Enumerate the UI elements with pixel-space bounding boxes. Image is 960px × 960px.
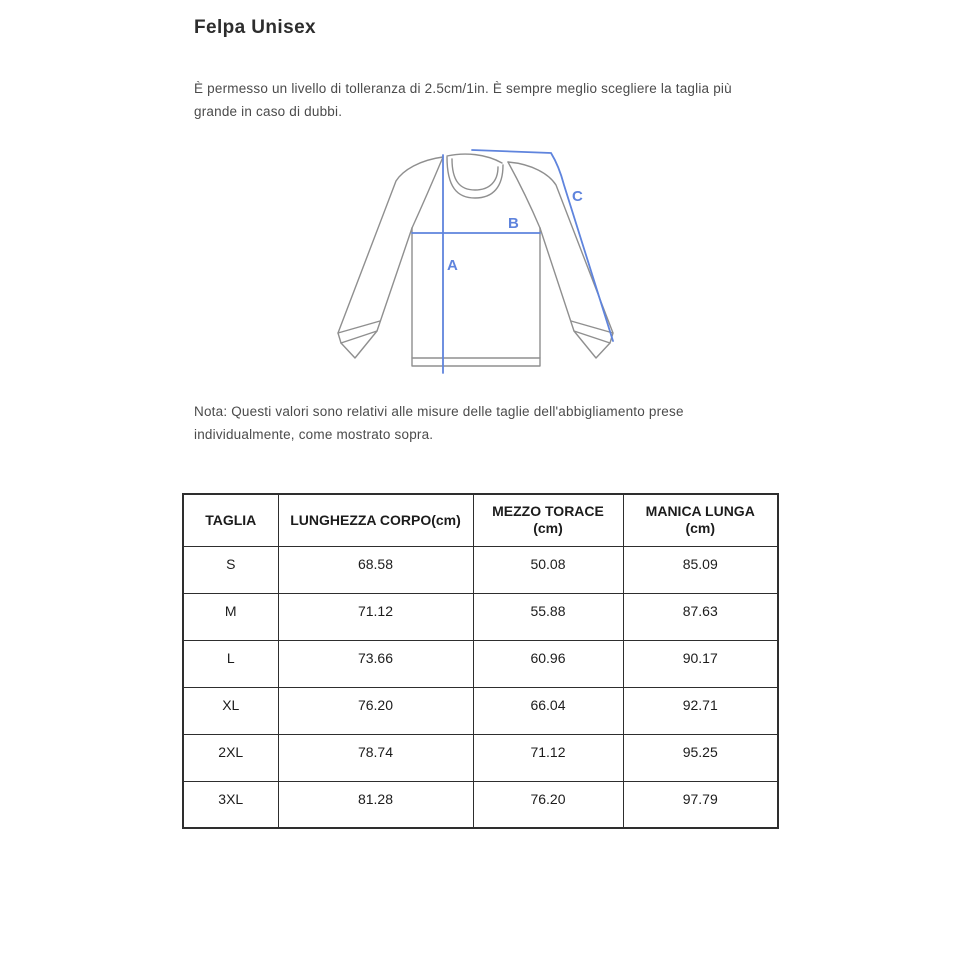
torso-outline	[412, 228, 540, 366]
header-title: LUNGHEZZA CORPO(cm)	[290, 511, 461, 528]
header-title: MANICA LUNGA	[645, 503, 755, 520]
garment-outline	[338, 154, 613, 366]
size-cell: 2XL	[183, 734, 278, 781]
measure-label-c: C	[572, 188, 583, 205]
size-table-header	[183, 494, 778, 546]
header-lunghezza-corpo	[278, 494, 473, 546]
header-row	[183, 494, 778, 546]
size-cell: XL	[183, 687, 278, 734]
size-cell: S	[183, 546, 278, 593]
body-length-cell: 78.74	[278, 734, 473, 781]
collar-inner-arc	[452, 159, 498, 190]
size-table	[182, 493, 779, 829]
page-title: Felpa Unisex	[194, 17, 317, 38]
sleeve-length-cell: 92.71	[623, 687, 778, 734]
left-armhole-seam	[412, 157, 443, 228]
measurement-lines	[412, 150, 613, 373]
measure-label-b: B	[508, 215, 519, 232]
body-length-cell: 68.58	[278, 546, 473, 593]
tolerance-description: È permesso un livello di tolleranza di 2.5cm/1in. È sempre meglio scegliere la taglia più grande in caso di dubbi.	[194, 81, 732, 119]
body-length-cell: 81.28	[278, 781, 473, 828]
half-chest-cell: 60.96	[473, 640, 623, 687]
size-cell: 3XL	[183, 781, 278, 828]
table-row-s	[183, 546, 778, 593]
half-chest-cell: 76.20	[473, 781, 623, 828]
table-row-2xl	[183, 734, 778, 781]
size-cell: L	[183, 640, 278, 687]
sleeve-length-cell: 97.79	[623, 781, 778, 828]
header-title: TAGLIA	[205, 511, 257, 528]
sweatshirt-diagram-svg	[330, 140, 630, 388]
half-chest-cell: 71.12	[473, 734, 623, 781]
size-cell: M	[183, 593, 278, 640]
header-mezzo-torace	[473, 494, 623, 546]
half-chest-cell: 66.04	[473, 687, 623, 734]
measure-line-c	[472, 150, 613, 341]
table-row-l	[183, 640, 778, 687]
body-length-cell: 71.12	[278, 593, 473, 640]
half-chest-cell: 55.88	[473, 593, 623, 640]
collar-back-line	[447, 154, 502, 163]
half-chest-cell: 50.08	[473, 546, 623, 593]
body-length-cell: 73.66	[278, 640, 473, 687]
header-taglia	[183, 494, 278, 546]
sweatshirt-measurement-diagram	[330, 140, 630, 388]
sleeve-length-cell: 90.17	[623, 640, 778, 687]
header-unit: (cm)	[533, 520, 563, 537]
body-length-cell: 76.20	[278, 687, 473, 734]
measure-label-a: A	[447, 257, 458, 274]
sleeve-length-cell: 87.63	[623, 593, 778, 640]
header-title: MEZZO TORACE	[492, 503, 604, 520]
table-row-xl	[183, 687, 778, 734]
header-manica-lunga	[623, 494, 778, 546]
left-cuff-line	[338, 321, 380, 333]
size-table-body	[183, 546, 778, 828]
sleeve-length-cell: 95.25	[623, 734, 778, 781]
header-unit: (cm)	[685, 520, 716, 537]
table-row-m	[183, 593, 778, 640]
measurement-note: Nota: Questi valori sono relativi alle misure delle taglie dell'abbigliamento prese individualmente, come mostrato sopra.	[194, 404, 684, 442]
table-row-3xl	[183, 781, 778, 828]
sleeve-length-cell: 85.09	[623, 546, 778, 593]
